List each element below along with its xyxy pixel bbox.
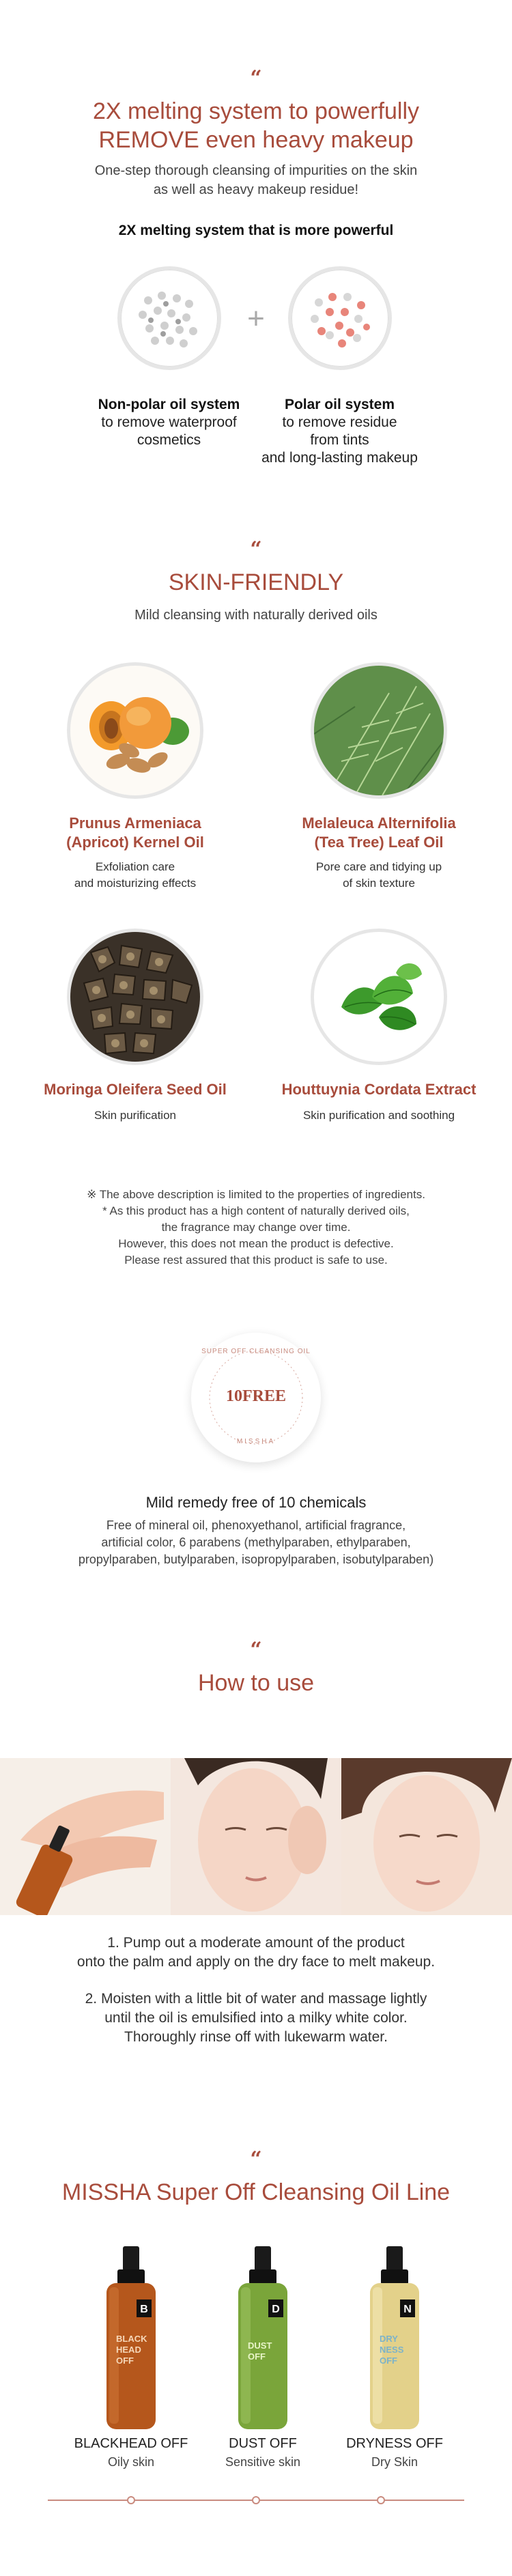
apricot-icon xyxy=(70,666,200,795)
ten-free-line-1: Free of mineral oil, phenoxyethanol, artificial fragrance, xyxy=(106,1518,406,1532)
moringa-image xyxy=(67,929,203,1065)
tea-tree-desc xyxy=(276,859,481,892)
apricot-desc xyxy=(33,859,238,892)
how-to-use-steps xyxy=(0,1934,512,2047)
badge-brand-text: MISSHA xyxy=(236,1438,276,1445)
tea-tree-image xyxy=(311,662,447,799)
moringa-desc xyxy=(33,1107,238,1124)
plus-sign: + xyxy=(247,302,265,335)
product-type-dryness: Dry Skin xyxy=(371,2455,418,2469)
step1-line2: onto the palm and apply on the dry face to melt makeup. xyxy=(76,1954,436,1970)
bottle-dryness-off xyxy=(360,2246,429,2431)
badge-ring-text: SUPER OFF CLEANSING OIL xyxy=(201,1348,311,1355)
bottle-letter-n: N xyxy=(403,2304,412,2315)
tea-tree-title-line2: (Tea Tree) Leaf Oil xyxy=(314,834,444,851)
ingredient-notes xyxy=(0,1187,512,1269)
10free-badge xyxy=(191,1333,321,1462)
bottle-label-off: OFF xyxy=(248,2351,266,2362)
polar-oil-illustration xyxy=(288,266,392,370)
melting-section xyxy=(0,68,512,239)
note-line-1: ※ The above description is limited to the properties of ingredients. xyxy=(87,1188,425,1201)
badge-10free-text: 10FREE xyxy=(225,1387,286,1405)
bottle-letter-d: D xyxy=(272,2304,280,2315)
houttuynia-title-line1: Houttuynia Cordata Extract xyxy=(281,1081,477,1098)
face-massage-photo-2 xyxy=(341,1758,512,1915)
bottle-letter-b: B xyxy=(140,2304,148,2315)
hands-with-bottle-icon xyxy=(0,1758,171,1915)
melting-desc-line2: as well as heavy makeup residue! xyxy=(153,182,359,197)
melting-title-line2: REMOVE even heavy makeup xyxy=(98,127,414,153)
note-line-4: However, this does not mean the product is defective. xyxy=(118,1237,394,1250)
product-type-blackhead: Oily skin xyxy=(107,2455,154,2469)
bottle-blackhead-off xyxy=(97,2246,165,2431)
product-line-section xyxy=(0,2149,512,2207)
bottle-label-dry: DRY xyxy=(380,2334,398,2344)
how-to-use-section xyxy=(0,1640,512,1697)
skin-friendly-section xyxy=(0,539,512,623)
tea-tree-icon xyxy=(314,666,444,795)
ten-free-section xyxy=(0,1494,512,1568)
bottle-icon xyxy=(360,2246,429,2431)
nonpolar-caption xyxy=(79,396,259,449)
tea-tree-title-line1: Melaleuca Alternifolia xyxy=(302,815,456,832)
apricot-title xyxy=(33,814,238,852)
hands-oil-photo xyxy=(0,1758,171,1915)
how-to-use-title: How to use xyxy=(197,1670,315,1696)
houttuynia-desc xyxy=(263,1107,495,1124)
quote-mark: “ xyxy=(250,1638,262,1662)
skin-friendly-title: SKIN-FRIENDLY xyxy=(168,569,344,595)
pink-dots-icon xyxy=(291,270,388,367)
quote-mark: “ xyxy=(250,66,262,90)
melting-desc xyxy=(0,161,512,199)
face-icon xyxy=(341,1758,512,1915)
apricot-title-line2: (Apricot) Kernel Oil xyxy=(66,834,204,851)
product-name-dust: DUST OFF xyxy=(229,2436,297,2451)
bottle-label-head: HEAD xyxy=(116,2345,141,2355)
polar-line3: and long-lasting makeup xyxy=(261,450,418,466)
houttuynia-image xyxy=(311,929,447,1065)
nonpolar-title: Non-polar oil system xyxy=(98,397,240,412)
ten-free-line-3: propylparaben, butylparaben, isopropylparaben, isobutylparaben) xyxy=(78,1553,434,1566)
nonpolar-line1: to remove waterproof xyxy=(101,414,237,430)
bottle-label-off: OFF xyxy=(380,2355,397,2366)
bottle-dust-off xyxy=(229,2246,297,2431)
bottle-icon xyxy=(97,2246,165,2431)
tea-tree-desc-line2: of skin texture xyxy=(343,877,415,890)
step1-line1: 1. Pump out a moderate amount of the product xyxy=(107,1935,405,1951)
ten-free-title: Mild remedy free of 10 chemicals xyxy=(145,1494,367,1511)
bottle-icon xyxy=(229,2246,297,2431)
apricot-title-line1: Prunus Armeniaca xyxy=(69,815,201,832)
melting-title-line1: 2X melting system to powerfully xyxy=(92,98,420,124)
houttuynia-leaf-icon xyxy=(314,932,444,1062)
houttuynia-desc-line1: Skin purification and soothing xyxy=(302,1109,455,1122)
skin-friendly-desc: Mild cleansing with naturally derived oils xyxy=(134,608,378,623)
product-line-divider xyxy=(48,2495,464,2505)
nonpolar-oil-illustration xyxy=(117,266,221,370)
moringa-seeds-icon xyxy=(70,932,200,1062)
step2-line3: Thoroughly rinse off with lukewarm water. xyxy=(124,2029,388,2045)
how-to-use-photos xyxy=(0,1758,512,1915)
bottle-label-ness: NESS xyxy=(380,2345,404,2355)
melting-desc-line1: One-step thorough cleansing of impurities on the skin xyxy=(94,163,418,178)
moringa-title xyxy=(19,1080,251,1099)
note-line-5: Please rest assured that this product is safe to use. xyxy=(124,1254,388,1266)
moringa-desc-line1: Skin purification xyxy=(94,1109,176,1122)
product-name-blackhead: BLACKHEAD OFF xyxy=(74,2436,188,2451)
apricot-desc-line1: Exfoliation care xyxy=(95,860,175,873)
face-massage-photo-1 xyxy=(171,1758,341,1915)
quote-mark: “ xyxy=(250,2147,262,2171)
tea-tree-title xyxy=(276,814,481,852)
grey-dots-icon xyxy=(121,270,218,367)
note-line-3: the fragrance may change over time. xyxy=(161,1221,351,1234)
bottle-label-blackhead: BLACK xyxy=(116,2334,147,2344)
moringa-title-line1: Moringa Oleifera Seed Oil xyxy=(44,1081,227,1098)
polar-line1: to remove residue xyxy=(282,414,397,430)
apricot-image xyxy=(67,662,203,799)
face-icon xyxy=(171,1758,341,1915)
ten-free-line-2: artificial color, 6 parabens (methylparaben, ethylparaben, xyxy=(101,1535,411,1549)
apricot-desc-line2: and moisturizing effects xyxy=(74,877,197,890)
note-line-2: * As this product has a high content of naturally derived oils, xyxy=(102,1204,410,1217)
melting-title xyxy=(0,97,512,154)
step2-line1: 2. Moisten with a little bit of water and massage lightly xyxy=(85,1991,427,2007)
melting-subtitle: 2X melting system that is more powerful xyxy=(118,223,394,238)
timeline-dots-icon xyxy=(48,2495,464,2505)
bottle-label-off: OFF xyxy=(116,2355,134,2366)
tea-tree-desc-line1: Pore care and tidying up xyxy=(315,860,442,873)
polar-title: Polar oil system xyxy=(284,397,395,412)
ten-free-list xyxy=(0,1517,512,1568)
step2-line2: until the oil is emulsified into a milky white color. xyxy=(104,2010,408,2026)
product-line-title: MISSHA Super Off Cleansing Oil Line xyxy=(61,2179,451,2205)
polar-caption xyxy=(246,396,433,467)
bottle-label-dust: DUST xyxy=(248,2340,272,2351)
houttuynia-title xyxy=(263,1080,495,1099)
polar-line2: from tints xyxy=(310,432,369,448)
product-name-dryness: DRYNESS OFF xyxy=(346,2436,443,2451)
product-type-dust: Sensitive skin xyxy=(225,2455,301,2469)
nonpolar-line2: cosmetics xyxy=(137,432,201,448)
quote-mark: “ xyxy=(250,537,262,561)
